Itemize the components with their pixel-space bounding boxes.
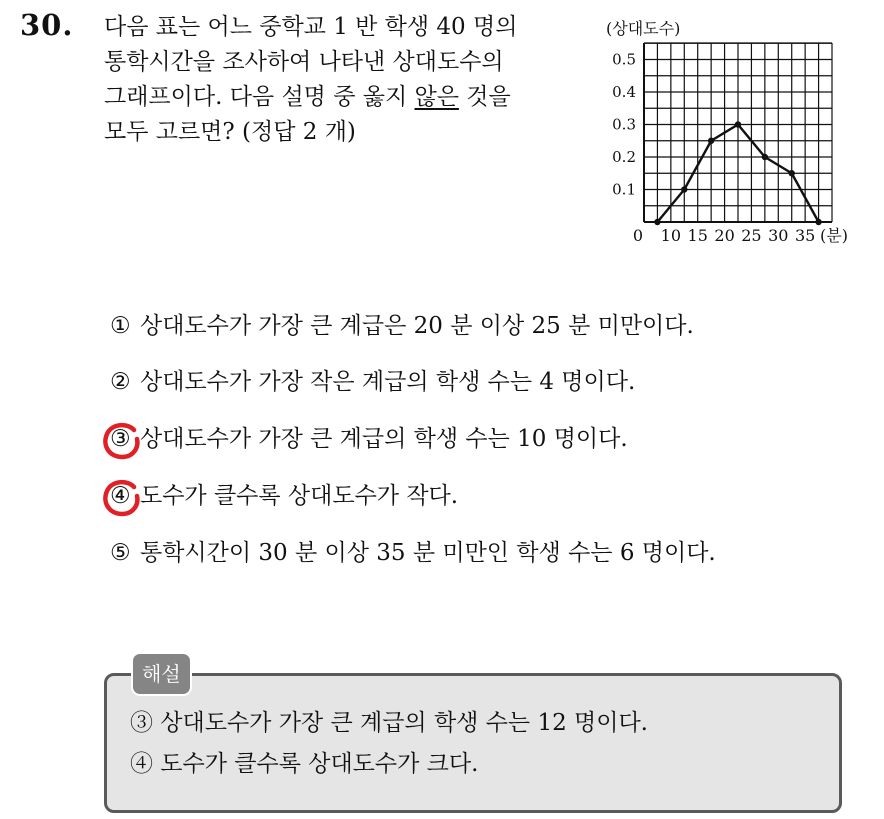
y-tick-label: 0.2	[612, 148, 636, 166]
x-tick-label: 30	[768, 226, 789, 245]
x-axis-label: (분)	[820, 226, 848, 245]
question-stem	[104, 10, 584, 150]
question-number: 30.	[20, 8, 74, 42]
option-text: 상대도수가 가장 큰 계급은 20 분 이상 25 분 미만이다.	[140, 313, 694, 339]
option-text: 도수가 클수록 상대도수가 작다.	[140, 483, 459, 509]
stem-line-4: 모두 고르면? (정답 2 개)	[104, 119, 356, 145]
option-text: 통학시간이 30 분 이상 35 분 미만인 학생 수는 6 명이다.	[140, 540, 716, 566]
stem-line-2: 통학시간을 조사하여 나타낸 상대도수의	[104, 49, 504, 75]
option-number	[110, 480, 140, 512]
option-2[interactable]	[110, 366, 635, 398]
x-tick-label: 20	[714, 226, 735, 245]
option-1[interactable]	[110, 310, 694, 342]
stem-line-3	[104, 80, 584, 115]
origin-label: 0	[632, 226, 644, 245]
data-point	[762, 154, 768, 160]
y-axis-label: (상대도수)	[606, 19, 681, 38]
explanation-line-1: ③ 상대도수가 가장 큰 계급의 학생 수는 12 명이다.	[130, 710, 648, 736]
option-text: 상대도수가 가장 작은 계급의 학생 수는 4 명이다.	[140, 369, 636, 395]
y-tick-label: 0.4	[612, 83, 636, 101]
option-number-glyph: ④	[110, 483, 131, 509]
chart-svg	[600, 12, 870, 252]
data-point	[708, 138, 714, 144]
explanation-tag: 해설	[131, 652, 192, 696]
data-point	[815, 219, 821, 225]
stem-line-3-head: 그래프이다. 다음 설명 중 옳지	[104, 84, 415, 110]
y-tick-label: 0.5	[612, 50, 636, 69]
y-tick-label: 0.1	[612, 180, 636, 199]
option-5[interactable]	[110, 537, 716, 569]
y-tick-label: 0.3	[612, 115, 636, 134]
data-point	[789, 170, 795, 176]
x-tick-label: 10	[660, 226, 682, 245]
x-tick-label: 35	[794, 226, 816, 245]
x-tick-label: 15	[687, 226, 708, 245]
relative-frequency-chart	[600, 12, 870, 252]
option-4[interactable]	[110, 480, 458, 512]
option-number: ②	[110, 369, 131, 395]
option-text: 상대도수가 가장 큰 계급의 학생 수는 10 명이다.	[140, 426, 628, 452]
explanation-line-2: ④ 도수가 클수록 상대도수가 크다.	[130, 751, 479, 777]
stem-underlined-word: 않은	[414, 84, 459, 110]
x-tick-label: 25	[741, 226, 762, 245]
option-number	[110, 423, 140, 455]
data-point	[654, 219, 660, 225]
option-number: ⑤	[110, 540, 131, 566]
option-number: ①	[110, 313, 131, 339]
option-3[interactable]	[110, 423, 628, 455]
option-number-glyph: ③	[110, 426, 131, 452]
data-point	[735, 121, 741, 127]
stem-line-1: 다음 표는 어느 중학교 1 반 학생 40 명의	[104, 14, 518, 40]
stem-line-3-tail: 것을	[458, 84, 511, 110]
explanation-box	[104, 673, 842, 813]
data-point	[681, 186, 687, 192]
